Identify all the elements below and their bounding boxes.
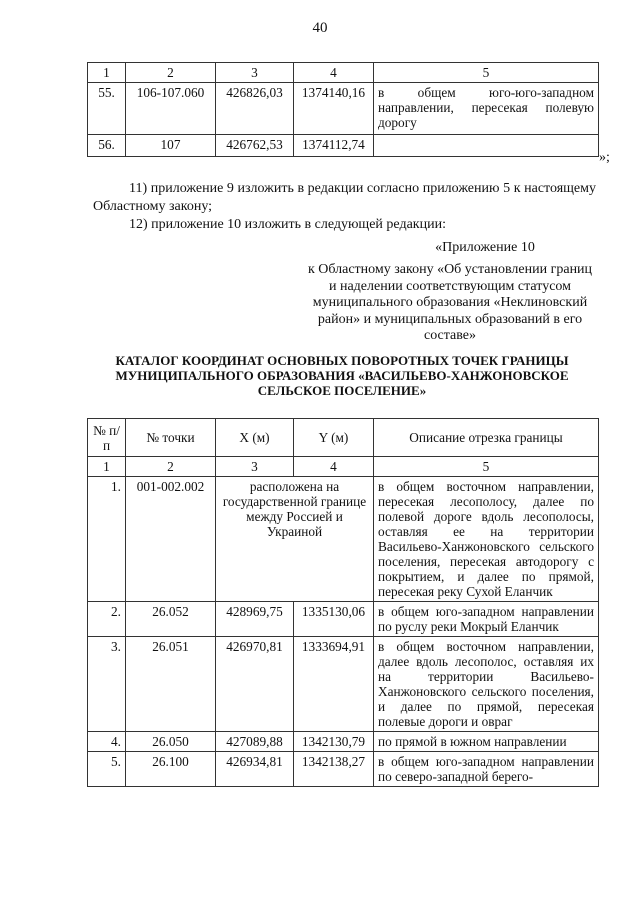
point-number: 26.050 xyxy=(126,732,216,752)
segment-description: в общем юго-юго-западном направлении, пересекая полевую дорогу xyxy=(374,83,599,135)
x-coordinate: 426826,03 xyxy=(216,83,294,135)
y-coordinate: 1335130,06 xyxy=(294,602,374,637)
segment-description: в общем восточном направлении, пересекая лесополосу, далее по полевой дороге вдоль лесополосы, оставляя ее на территории Васильево-Ханжоновского сельского поселения, пересекая автодорогу с покрытием, и далее по прямой, пересекая реку Сухой Еланчик xyxy=(374,477,599,602)
x-coordinate: 427089,88 xyxy=(216,732,294,752)
point-number: 107 xyxy=(126,135,216,157)
column-number-5: 5 xyxy=(374,63,599,83)
row-number: 1. xyxy=(88,477,126,602)
table-row xyxy=(88,83,599,135)
x-coordinate: 426970,81 xyxy=(216,637,294,732)
appendix-title: «Приложение 10 xyxy=(435,240,535,255)
x-coordinate: 426762,53 xyxy=(216,135,294,157)
column-number-3: 3 xyxy=(216,457,294,477)
table-row xyxy=(88,602,599,637)
x-coordinate: 426934,81 xyxy=(216,752,294,787)
header-description: Описание отрезка границы xyxy=(374,419,599,457)
row-number: 3. xyxy=(88,637,126,732)
segment-description: в общем юго-западном направлении по северо-западной берего- xyxy=(374,752,599,787)
row-number: 55. xyxy=(88,83,126,135)
segment-description: в общем юго-западном направлении по руслу реки Мокрый Еланчик xyxy=(374,602,599,637)
column-number-4: 4 xyxy=(294,457,374,477)
y-coordinate: 1342130,79 xyxy=(294,732,374,752)
table-numbering-row xyxy=(88,457,599,477)
paragraph-item-12: 12) приложение 10 изложить в следующей редакции: xyxy=(129,217,446,232)
column-number-5: 5 xyxy=(374,457,599,477)
point-number: 106-107.060 xyxy=(126,83,216,135)
border-location-note: расположена на государственной границе между Россией и Украиной xyxy=(216,477,374,602)
column-number-4: 4 xyxy=(294,63,374,83)
column-number-2: 2 xyxy=(126,457,216,477)
column-number-1: 1 xyxy=(88,63,126,83)
column-number-2: 2 xyxy=(126,63,216,83)
table-row xyxy=(88,135,599,157)
point-number: 26.051 xyxy=(126,637,216,732)
table-row xyxy=(88,477,599,602)
point-number: 001-002.002 xyxy=(126,477,216,602)
appendix-reference: к Областному закону «Об установлении границ и наделении соответствующим статусом муниципального образования «Неклиновский район» и муниципальных образований в его составе» xyxy=(307,262,593,343)
table-row xyxy=(88,732,599,752)
table-header-row xyxy=(88,419,599,457)
point-number: 26.052 xyxy=(126,602,216,637)
point-number: 26.100 xyxy=(126,752,216,787)
page-number: 40 xyxy=(312,20,328,36)
catalog-table xyxy=(87,418,599,787)
y-coordinate: 1374112,74 xyxy=(294,135,374,157)
y-coordinate: 1374140,16 xyxy=(294,83,374,135)
x-coordinate: 428969,75 xyxy=(216,602,294,637)
row-number: 5. xyxy=(88,752,126,787)
row-number: 2. xyxy=(88,602,126,637)
header-x: X (м) xyxy=(216,419,294,457)
catalog-title: КАТАЛОГ КООРДИНАТ ОСНОВНЫХ ПОВОРОТНЫХ ТОЧЕК ГРАНИЦЫ МУНИЦИПАЛЬНОГО ОБРАЗОВАНИЯ «ВАСИЛЬЕВО-ХАНЖОНОВСКОЕ СЕЛЬСКОЕ ПОСЕЛЕНИЕ» xyxy=(115,353,569,398)
y-coordinate: 1342138,27 xyxy=(294,752,374,787)
table-row xyxy=(88,637,599,732)
paragraph-item-11: 11) приложение 9 изложить в редакции согласно приложению 5 к настоящему Областному закону; xyxy=(93,181,596,214)
header-point-number: № точки xyxy=(126,419,216,457)
segment-description xyxy=(374,135,599,157)
row-number: 56. xyxy=(88,135,126,157)
header-row-number: № п/п xyxy=(88,419,126,457)
row-number: 4. xyxy=(88,732,126,752)
segment-description: по прямой в южном направлении xyxy=(374,732,599,752)
top-coordinates-table xyxy=(87,62,599,157)
segment-description: в общем восточном направлении, далее вдоль лесополос, оставляя их на территории Васильево-Ханжоновского сельского поселения, и далее по прямой, пересекая полевые дороги и овраг xyxy=(374,637,599,732)
header-y: Y (м) xyxy=(294,419,374,457)
column-number-1: 1 xyxy=(88,457,126,477)
table-row xyxy=(88,752,599,787)
closing-quote: »; xyxy=(599,150,610,165)
y-coordinate: 1333694,91 xyxy=(294,637,374,732)
column-number-3: 3 xyxy=(216,63,294,83)
table-header-row xyxy=(88,63,599,83)
